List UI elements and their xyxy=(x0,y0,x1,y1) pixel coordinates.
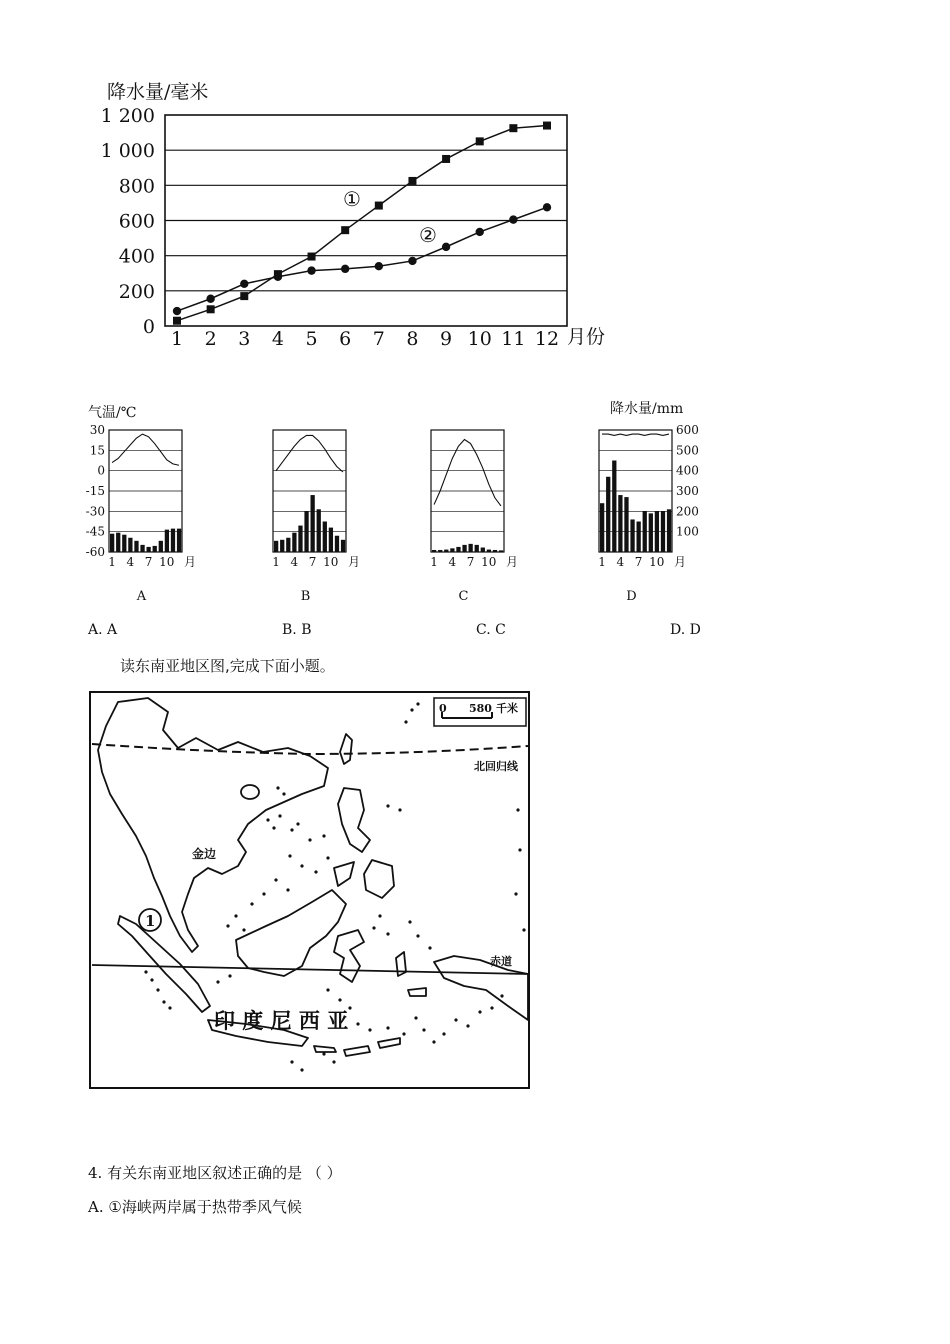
x-tick-label: 2 xyxy=(204,328,217,350)
island-dot xyxy=(276,786,279,789)
series-2-point xyxy=(274,273,282,281)
precip-bar xyxy=(134,541,138,552)
precip-tick: 300 xyxy=(676,484,699,498)
chart-caption: D xyxy=(626,589,637,604)
series-2-point xyxy=(206,295,214,303)
island-dot xyxy=(150,978,153,981)
island-dot xyxy=(322,1052,325,1055)
island-dot xyxy=(274,878,277,881)
month-tick: 4 xyxy=(290,555,299,569)
precip-bar xyxy=(274,541,278,552)
island-dot xyxy=(326,988,329,991)
precip-bar xyxy=(600,503,604,552)
precip-tick-labels xyxy=(676,423,699,539)
series-2-point xyxy=(509,215,517,223)
series-2-point xyxy=(408,257,416,265)
series-1-point xyxy=(173,317,181,325)
month-unit: 月 xyxy=(348,555,361,569)
month-tick: 7 xyxy=(144,555,153,569)
precip-tick: 200 xyxy=(676,504,699,519)
temp-tick: -15 xyxy=(85,484,105,498)
series-1-point xyxy=(476,137,484,145)
island-dot xyxy=(522,928,525,931)
island-dot xyxy=(518,848,521,851)
precip-bar xyxy=(438,550,442,552)
precip-bar xyxy=(122,535,126,552)
island-dot xyxy=(242,928,245,931)
x-tick-label: 12 xyxy=(534,328,560,350)
cumulative-precip-chart xyxy=(95,70,635,360)
x-tick-label: 8 xyxy=(406,328,419,350)
island-dot xyxy=(266,818,269,821)
island-dot xyxy=(414,1016,417,1019)
series-1-point xyxy=(308,253,316,261)
precip-bar xyxy=(335,536,339,552)
island-dot xyxy=(466,1024,469,1027)
series-2-point xyxy=(341,265,349,273)
x-tick-label: 11 xyxy=(501,328,526,350)
island-dot xyxy=(288,854,291,857)
precip-bar xyxy=(493,550,497,552)
precip-bar xyxy=(311,495,315,552)
series-1-point xyxy=(408,177,416,185)
x-tick-label: 3 xyxy=(238,328,251,350)
equator-label: 赤道 xyxy=(490,955,512,968)
scale-zero: 0 xyxy=(439,702,447,715)
x-tick-label: 9 xyxy=(440,328,453,350)
island-dot xyxy=(404,720,407,723)
precip-bar xyxy=(667,509,671,552)
island-dot xyxy=(514,892,517,895)
island-dot xyxy=(226,924,229,927)
month-tick: 1 xyxy=(430,555,438,569)
series-2-point xyxy=(240,280,248,288)
precip-bar xyxy=(444,550,448,552)
precip-bar xyxy=(649,513,653,552)
precip-bar xyxy=(116,533,120,552)
precip-bar xyxy=(323,522,327,553)
series-2-point xyxy=(375,262,383,270)
month-tick: 7 xyxy=(466,555,475,569)
island-dot xyxy=(156,988,159,991)
series-2-point xyxy=(173,307,181,315)
island-dot xyxy=(386,804,389,807)
island-dot xyxy=(228,974,231,977)
island-dot xyxy=(332,1060,335,1063)
month-tick: 7 xyxy=(634,555,643,569)
island-dot xyxy=(308,838,311,841)
climate-chart-c xyxy=(430,430,518,604)
precip-bar xyxy=(171,529,175,552)
island-dot xyxy=(262,892,265,895)
series-1-point xyxy=(442,155,450,163)
x-axis-unit: 月份 xyxy=(567,326,606,348)
series-2-point xyxy=(307,266,315,274)
month-tick: 10 xyxy=(481,555,497,569)
island-dot xyxy=(378,914,381,917)
option-b[interactable]: B. B xyxy=(282,622,312,638)
island-dot xyxy=(290,1060,293,1063)
month-tick: 4 xyxy=(616,555,625,569)
month-tick: 10 xyxy=(323,555,339,569)
month-unit: 月 xyxy=(506,555,519,569)
series-2-point xyxy=(543,203,551,211)
chart-caption: C xyxy=(458,589,469,604)
chart-caption: A xyxy=(136,589,147,604)
temp-axis-label: 气温/℃ xyxy=(88,405,137,421)
indonesia-label: 印 度 尼 西 亚 xyxy=(214,1008,349,1033)
precip-bar xyxy=(606,477,610,552)
temp-tick: -30 xyxy=(85,504,105,519)
island-dot xyxy=(216,980,219,983)
island-dot xyxy=(326,856,329,859)
island-dot xyxy=(356,1022,359,1025)
option-c[interactable]: C. C xyxy=(476,622,506,638)
precip-bar xyxy=(304,511,308,552)
x-tick-label: 4 xyxy=(271,328,284,350)
island-dot xyxy=(500,994,503,997)
precip-bar xyxy=(298,526,302,552)
month-tick: 1 xyxy=(108,555,116,569)
x-tick-label: 1 xyxy=(170,328,184,350)
precip-tick: 100 xyxy=(676,524,699,539)
island-dot xyxy=(162,1000,165,1003)
series-1-point xyxy=(543,122,551,130)
island-dot xyxy=(410,708,413,711)
option-d[interactable]: D. D xyxy=(670,622,701,638)
island-dot xyxy=(416,934,419,937)
southeast-asia-map xyxy=(88,690,533,1092)
precip-tick: 500 xyxy=(676,443,699,458)
question-option-a[interactable]: A. ①海峡两岸属于热带季风气候 xyxy=(88,1198,302,1216)
precip-bar xyxy=(624,497,628,552)
instruction-text: 读东南亚地区图,完成下面小题。 xyxy=(120,657,335,675)
precip-bar xyxy=(499,550,503,552)
island-dot xyxy=(368,1028,371,1031)
temp-tick: -45 xyxy=(85,524,105,539)
tropic-label: 北回归线 xyxy=(474,760,518,773)
y-tick-label: 400 xyxy=(118,245,155,268)
precip-axis-label: 降水量/mm xyxy=(610,401,684,417)
precip-bar xyxy=(475,545,479,552)
precip-bar xyxy=(329,528,333,552)
island-dot xyxy=(386,932,389,935)
temp-tick: 15 xyxy=(89,443,105,458)
island-dot xyxy=(516,808,519,811)
precip-bar xyxy=(280,540,284,552)
precip-bar xyxy=(341,540,345,552)
island-dot xyxy=(300,864,303,867)
precip-bar xyxy=(140,545,144,552)
month-tick: 1 xyxy=(598,555,606,569)
island-dot xyxy=(322,834,325,837)
island-dot xyxy=(314,870,317,873)
series-1-point xyxy=(509,124,517,132)
island-dot xyxy=(282,792,285,795)
y-tick-label: 1 200 xyxy=(100,105,155,127)
island-dot xyxy=(250,902,253,905)
temp-tick: 0 xyxy=(97,463,105,478)
precip-bar xyxy=(317,509,321,552)
temp-tick-labels xyxy=(86,423,105,559)
strait-marker-label: 1 xyxy=(145,912,156,930)
series-1-point xyxy=(240,292,248,300)
precip-bar xyxy=(661,511,665,552)
precip-bar xyxy=(630,519,634,552)
x-tick-labels xyxy=(171,328,559,350)
precip-bar xyxy=(618,495,622,552)
precip-bar xyxy=(165,530,169,552)
island-dot xyxy=(442,1032,445,1035)
island-dot xyxy=(416,702,419,705)
precip-bar xyxy=(110,534,114,552)
chart-caption: B xyxy=(300,589,311,604)
month-tick: 10 xyxy=(159,555,175,569)
precip-bar xyxy=(462,545,466,552)
island-dot xyxy=(398,808,401,811)
climate-panels xyxy=(108,430,686,604)
series-line-2 xyxy=(177,207,547,311)
series-2-point xyxy=(476,228,484,236)
island-dot xyxy=(272,826,275,829)
precip-bar xyxy=(292,533,296,552)
x-tick-label: 10 xyxy=(467,328,492,350)
y-tick-label: 600 xyxy=(118,210,155,233)
scale-value: 580 xyxy=(469,702,492,715)
island-dot xyxy=(372,926,375,929)
y-tick-label: 200 xyxy=(118,280,155,303)
island-dot xyxy=(490,1006,493,1009)
chart-series xyxy=(173,122,551,325)
island-dot xyxy=(144,970,147,973)
precip-bar xyxy=(487,550,491,552)
precip-bar xyxy=(643,511,647,552)
island-dot xyxy=(428,946,431,949)
island-dot xyxy=(168,1006,171,1009)
x-tick-label: 7 xyxy=(372,328,385,350)
precip-bar xyxy=(159,541,163,552)
island-dot xyxy=(296,822,299,825)
precip-bar xyxy=(456,547,460,552)
scale-unit: 千米 xyxy=(496,702,518,715)
precip-bar xyxy=(450,548,454,552)
scale-bar xyxy=(434,698,526,726)
precip-bar xyxy=(655,511,659,552)
island-dot xyxy=(408,920,411,923)
chart-ylabel: 降水量/毫米 xyxy=(107,81,209,103)
temp-tick: -60 xyxy=(85,545,105,559)
series-line-1 xyxy=(177,126,547,321)
island-dot xyxy=(286,888,289,891)
island-dot xyxy=(300,1068,303,1071)
climate-chart-a xyxy=(108,430,196,604)
y-tick-label: 800 xyxy=(118,175,155,198)
precip-bar xyxy=(481,548,485,552)
precip-bar xyxy=(469,544,473,552)
x-tick-label: 6 xyxy=(339,328,352,350)
y-tick-label: 0 xyxy=(142,316,155,338)
series-2-marker: ② xyxy=(419,223,437,247)
month-tick: 4 xyxy=(448,555,457,569)
month-tick: 10 xyxy=(649,555,665,569)
month-unit: 月 xyxy=(674,555,687,569)
month-tick: 1 xyxy=(272,555,280,569)
x-tick-label: 5 xyxy=(305,328,318,350)
precip-bar xyxy=(612,461,616,553)
y-tick-labels xyxy=(101,105,155,338)
island-dot xyxy=(402,1032,405,1035)
precip-bar xyxy=(637,522,641,553)
island-dot xyxy=(234,914,237,917)
series-1-marker: ① xyxy=(343,187,361,211)
climate-chart-d xyxy=(598,430,686,604)
month-unit: 月 xyxy=(184,555,197,569)
island-dot xyxy=(386,1026,389,1029)
island-dot xyxy=(348,1006,351,1009)
month-tick: 7 xyxy=(308,555,317,569)
question-stem: 4. 有关东南亚地区叙述正确的是 （ ） xyxy=(88,1164,342,1182)
series-1-point xyxy=(207,305,215,313)
y-tick-label: 1 000 xyxy=(100,140,155,163)
island-dot xyxy=(432,1040,435,1043)
chart-grid xyxy=(165,115,567,326)
temp-tick: 30 xyxy=(89,423,105,437)
precip-bar xyxy=(177,529,181,552)
precip-bar xyxy=(147,547,151,552)
precip-bar xyxy=(128,538,132,552)
island-dot xyxy=(278,814,281,817)
precip-tick: 600 xyxy=(676,423,699,437)
precip-bar xyxy=(432,550,436,552)
cambodia-capital-label: 金边 xyxy=(192,847,217,861)
climate-chart-b xyxy=(272,430,360,604)
island-dot xyxy=(454,1018,457,1021)
island-dot xyxy=(338,998,341,1001)
island-dot xyxy=(478,1010,481,1013)
series-1-point xyxy=(341,226,349,234)
series-1-point xyxy=(375,202,383,210)
climate-charts xyxy=(80,395,720,610)
precip-bar xyxy=(153,546,157,552)
precip-bar xyxy=(286,538,290,552)
precip-tick: 400 xyxy=(676,463,699,478)
month-tick: 4 xyxy=(126,555,135,569)
series-2-point xyxy=(442,243,450,251)
island-dot xyxy=(422,1028,425,1031)
option-a[interactable]: A. A xyxy=(88,622,118,638)
island-dot xyxy=(290,828,293,831)
